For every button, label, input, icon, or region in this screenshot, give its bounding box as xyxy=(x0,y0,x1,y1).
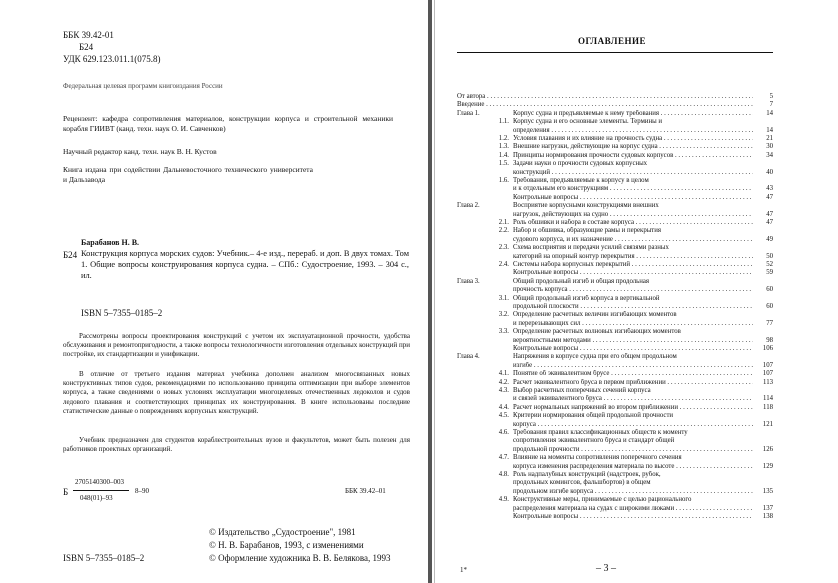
toc-entry-title: Внешние нагрузки, действующие на корпус судна . . . xyxy=(513,143,753,151)
toc-entry-title: Контрольные вопросы . . . xyxy=(513,513,753,521)
toc-entry-title: и к отдельным его конструкциям . . . xyxy=(513,185,753,193)
toc-entry-page: 5 xyxy=(769,93,773,100)
formula-bar xyxy=(73,490,129,491)
toc-entry-title: Набор и обшивка, образующие рамы и перекрытия xyxy=(513,227,662,235)
toc-entry-page: 34 xyxy=(766,151,773,159)
scientific-editor: Научный редактор канд. техн. наук В. Н. Кустов xyxy=(63,147,217,156)
toc-entry-title: Расчет эквивалентного бруса в первом приближении . . . xyxy=(513,379,753,387)
toc-entry-page: 135 xyxy=(762,487,773,495)
toc-entry-page: 43 xyxy=(766,185,773,193)
toc-entry-number: 2.4. xyxy=(498,261,509,268)
toc-entry-title: Условия плавания и их влияние на прочность судна . . . xyxy=(513,135,753,143)
isbn: ISBN 5–7355–0185–2 xyxy=(81,308,163,318)
toc-entry-number: 4.5. xyxy=(498,412,509,420)
toc-entry-title: нагрузок, действующих на судно . . . xyxy=(513,211,753,219)
toc-entry xyxy=(457,337,773,345)
toc-entry-number: 4.2. xyxy=(498,378,509,386)
reviewers: Рецензент: кафедра сопротивления материалов, конструкции корпуса и строительной механики корабля ГИИВТ (канд. техн. наук О. И. Савченков) xyxy=(63,114,393,133)
toc-entry xyxy=(457,429,773,437)
toc-entry-number: 1.5. xyxy=(498,160,509,168)
bbk-bottom: ББК 39.42–01 xyxy=(345,487,386,495)
toc-entry xyxy=(457,135,773,143)
toc-entry-title: Конструктивные меры, принимаемые с целью рационального xyxy=(513,496,692,504)
toc-entry-title: Критерии нормирования общей продольной прочности xyxy=(513,412,674,420)
toc-entry-page: 7 xyxy=(769,101,773,109)
toc-entry xyxy=(457,286,773,294)
toc-entry-page: 113 xyxy=(763,378,773,386)
abstract-paragraph-1: Рассмотрены вопросы проектирования конструкций с учетом их эксплуатационной прочности, удобства обслуживания и ремонтопригодности, а также вопросы технологичности изготовления отдельных конструкций при постройке, их стандартизации и унификации. xyxy=(63,332,410,359)
toc-entry xyxy=(457,345,773,353)
toc-entry xyxy=(457,437,773,445)
toc-entry-page: 40 xyxy=(766,168,773,176)
toc-entry-page: 47 xyxy=(766,193,773,201)
toc-entry-title: Контрольные вопросы . . . xyxy=(513,269,753,277)
toc-entry xyxy=(457,93,773,101)
toc-entry-number: 1.6. xyxy=(498,177,509,184)
toc-entry xyxy=(457,295,773,303)
toc-entry-title: вероятностными методами . . . xyxy=(513,337,753,345)
toc-entry xyxy=(457,202,773,210)
page-number: – 3 – xyxy=(596,563,616,574)
toc-entry xyxy=(457,303,773,311)
toc-entry-title: Схема восприятия и передачи усилий связями разных xyxy=(513,244,669,252)
toc-entry xyxy=(457,505,773,513)
toc-entry-page: 114 xyxy=(763,395,773,403)
bibliographic-record: Конструкция корпуса морских судов: Учебник.– 4-е изд., перераб. и доп. В двух томах. Том 1. Общие вопросы конструирования корпуса судна. – СПб.: Судостроение, 1993. – 304 с., ил. xyxy=(81,249,409,280)
toc-heading: ОГЛАВЛЕНИЕ xyxy=(578,36,646,46)
toc-entry-title: прочность корпуса . . . xyxy=(513,286,753,294)
toc-entry xyxy=(457,496,773,504)
toc-entry xyxy=(457,160,773,168)
author-code-2: Б24 xyxy=(63,250,78,260)
toc-entry-number: 1.2. xyxy=(498,135,509,142)
heading-rule xyxy=(457,52,773,53)
toc-entry-number: Глава 4. xyxy=(457,353,480,361)
toc-entry-title: Роль обшивки и набора в составе корпуса . . . xyxy=(513,219,753,227)
toc-entry-title: Общий продольный изгиб корпуса в вертикальной xyxy=(513,294,660,302)
toc-entry xyxy=(457,244,773,252)
abstract-paragraph-2: В отличие от третьего издания материал учебника дополнен анализом многосвязанных новых конструктивных типов судов, рекомендациями по использованию принципа оптимизации при выборе элементов корпуса, а также сведениями о новых условиях эксплуатации многоцелевых отечественных ледоколов и судов ледового плавания и соответствующих принципах их конструирования. В книге использованы последние статистические данные о повреждениях корпусных конструкций. xyxy=(63,370,410,415)
toc-entry-number: 4.3. xyxy=(498,387,509,394)
toc-entry-title: Роль надпалубных конструкций (надстроек, рубок, xyxy=(513,471,661,478)
toc-entry-page: 98 xyxy=(766,336,773,344)
toc-entry-page: 129 xyxy=(762,462,773,470)
formula-suffix: 8–90 xyxy=(135,487,149,495)
toc-entry-title: категорий на опорный контур перекрытия . . . xyxy=(513,253,753,261)
isbn-bottom: ISBN 5–7355–0185–2 xyxy=(63,553,145,563)
toc-entry-page: 14 xyxy=(766,126,773,134)
toc-entry-page: 77 xyxy=(766,319,773,327)
toc-entry xyxy=(457,446,773,454)
toc-entry-title: сопротивления эквивалентного бруса и стандарт общей xyxy=(513,437,675,445)
toc-entry-title: Корпус судна и предъявляемые к нему требования . . . xyxy=(513,110,753,118)
toc-entry-title: Принципы нормирования прочности судовых корпусов . . . xyxy=(513,152,753,160)
toc-entry-page: 52 xyxy=(766,261,773,268)
toc-entry-page: 138 xyxy=(762,513,773,520)
toc-entry xyxy=(457,143,773,151)
toc-entry-number: Глава 2. xyxy=(457,202,480,210)
toc-entry-number: 3.2. xyxy=(498,311,509,319)
toc-entry-title: судового корпуса, и их назначение . . . xyxy=(513,236,753,244)
toc-entry-number: 3.1. xyxy=(498,294,509,302)
toc-entry-title: Введение . . . xyxy=(457,101,753,109)
udk-code: УДК 629.123.011.1(075.8) xyxy=(63,54,161,64)
toc-entry xyxy=(457,353,773,361)
toc-entry xyxy=(457,269,773,277)
toc-entry-title: Понятие об эквивалентном брусе . . . xyxy=(513,370,753,378)
toc-entry-title: конструкций . . . xyxy=(513,169,753,177)
toc-entry-page: 49 xyxy=(766,235,773,243)
toc-entry-number: 1.1. xyxy=(498,118,509,126)
toc-entry-page: 14 xyxy=(766,109,773,117)
toc-entry-number: Глава 3. xyxy=(457,277,480,285)
toc-entry xyxy=(457,177,773,185)
toc-entry-page: 107 xyxy=(762,361,773,369)
bbk-code: ББК 39.42-01 xyxy=(63,30,114,40)
toc-entry xyxy=(457,454,773,462)
toc-entry-page: 107 xyxy=(762,370,773,378)
author-name: Барабанов Н. В. xyxy=(81,238,140,247)
toc-entry xyxy=(457,152,773,160)
toc-entry-title: Выбор расчетных поперечных сечений корпуса xyxy=(513,387,651,394)
toc-entry xyxy=(457,395,773,403)
toc-entry-title: Расчет нормальных напряжений во втором приближении . . . xyxy=(513,404,753,412)
toc-entry xyxy=(457,513,773,521)
toc-entry xyxy=(457,236,773,244)
toc-entry-title: продольной плоскости . . . xyxy=(513,303,753,311)
toc-entry-number: 4.1. xyxy=(498,370,509,378)
toc-entry xyxy=(457,421,773,429)
toc-entry-page: 106 xyxy=(762,345,773,352)
toc-entry-page: 60 xyxy=(766,303,773,310)
toc-entry-page: 47 xyxy=(766,219,773,226)
toc-entry xyxy=(457,185,773,193)
toc-entry xyxy=(457,328,773,336)
toc-entry xyxy=(457,110,773,118)
toc-entry-number: 4.6. xyxy=(498,429,509,436)
toc-entry xyxy=(457,320,773,328)
toc-entry xyxy=(457,219,773,227)
toc-entry xyxy=(457,379,773,387)
toc-entry-number: 4.7. xyxy=(498,454,509,462)
toc-entry-number: 1.3. xyxy=(498,143,509,151)
toc-entry-page: 50 xyxy=(766,252,773,260)
toc-entry xyxy=(457,311,773,319)
toc-entry-number: 4.8. xyxy=(498,471,509,478)
toc-entry-title: изгибе . . . xyxy=(513,362,753,370)
toc-entry xyxy=(457,194,773,202)
toc-entry-title: Системы набора корпусных перекрытий . . . xyxy=(513,261,753,269)
toc-entry-title: продольной прочности . . . xyxy=(513,446,753,454)
toc-entry xyxy=(457,463,773,471)
toc-entry-title: корпуса . . . xyxy=(513,421,753,429)
toc-entry xyxy=(457,370,773,378)
toc-entry-number: 4.4. xyxy=(498,403,509,411)
toc-entry-page: 121 xyxy=(762,420,773,428)
toc-entry xyxy=(457,169,773,177)
toc-entry-number: 1.4. xyxy=(498,151,509,159)
toc-entry-page: 59 xyxy=(766,269,773,277)
toc-entry xyxy=(457,211,773,219)
publisher-note: Книга издана при содействии Дальневосточного технического университета и Дальзавода xyxy=(63,165,313,184)
copyright-publisher: © Издательство „Судостроение", 1981 xyxy=(209,527,356,537)
formula-denominator: 048(01)–93 xyxy=(80,494,113,502)
toc-entry-title: определения . . . xyxy=(513,127,753,135)
toc-entry-title: Контрольные вопросы . . . xyxy=(513,345,753,353)
toc-entry-page: 30 xyxy=(766,143,773,151)
toc-entry-title: От автора . . . xyxy=(457,93,753,101)
author-code: Б24 xyxy=(79,42,94,52)
toc-entry-number: 2.2. xyxy=(498,227,509,235)
toc-entry-number: 3.3. xyxy=(498,328,509,336)
copyright-author: © Н. В. Барабанов, 1993, с изменениями xyxy=(209,540,364,550)
toc-entry-title: продольных комингсов, фальшбортов) в общем xyxy=(513,479,651,487)
toc-entry xyxy=(457,261,773,269)
toc-entry-number: 2.1. xyxy=(498,219,509,226)
toc-entry xyxy=(457,471,773,479)
toc-entry-page: 126 xyxy=(762,445,773,453)
toc-entry-title: Определение расчетных величин изгибающих моментов xyxy=(513,311,677,319)
signature-mark: 1* xyxy=(460,566,467,574)
toc-entry xyxy=(457,488,773,496)
toc-entry xyxy=(457,412,773,420)
toc-entry xyxy=(457,362,773,370)
toc-entry-page: 21 xyxy=(766,135,773,142)
toc-entry-title: продольном изгибе корпуса . . . xyxy=(513,488,753,496)
copyright-design: © Оформление художника В. В. Белякова, 1993 xyxy=(209,553,391,563)
toc-entry-number: 2.3. xyxy=(498,244,509,252)
toc-entry-title: и связей эквивалентного бруса . . . xyxy=(513,395,753,403)
toc-entry-page: 137 xyxy=(762,504,773,512)
toc-entry-page: 118 xyxy=(763,403,773,411)
formula-numerator: 2705140300–003 xyxy=(75,478,124,486)
toc-entry-title: Напряжения в корпусе судна при его общем продольном xyxy=(513,353,677,361)
toc-entry-number: Глава 1. xyxy=(457,109,480,117)
toc-entry-title: Определение расчетных волновых изгибающих моментов xyxy=(513,328,681,336)
toc-entry xyxy=(457,278,773,286)
toc-entry-title: и перерезывающих сил . . . xyxy=(513,320,753,328)
toc-entry xyxy=(457,404,773,412)
toc-entry-title: Общий продольный изгиб и общая продольная xyxy=(513,277,650,285)
toc-entry-title: корпуса изменения распределения материала по высоте . . . xyxy=(513,463,753,471)
toc-entry-number: 4.9. xyxy=(498,496,509,504)
abstract-paragraph-3: Учебник предназначен для студентов кораблестроительных вузов и факультетов, может быть полезен для работников проектных организаций. xyxy=(63,436,410,454)
toc-entry-title: Восприятие корпусными конструкциями внешних xyxy=(513,202,659,210)
toc-entry xyxy=(457,118,773,126)
toc-entry-title: распределения материала на судах с широкими люками . . . xyxy=(513,505,753,513)
toc-entry-title: Влияние на моменты сопротивления поперечного сечения xyxy=(513,454,682,462)
toc-entry xyxy=(457,127,773,135)
table-of-contents xyxy=(457,93,773,563)
toc-entry-title: Задачи науки о прочности судовых корпусных xyxy=(513,160,648,168)
formula-letter: Б xyxy=(63,487,69,497)
book-gutter-shadow xyxy=(434,0,435,583)
toc-entry-title: Требования, предъявляемые к корпусу в целом xyxy=(513,177,649,184)
toc-entry xyxy=(457,253,773,261)
toc-entry-page: 47 xyxy=(766,210,773,218)
toc-entry-page: 60 xyxy=(766,286,773,294)
toc-entry xyxy=(457,101,773,109)
toc-entry xyxy=(457,227,773,235)
toc-entry xyxy=(457,387,773,395)
toc-entry-title: Корпус судна и его основные элементы. Термины и xyxy=(513,118,663,126)
toc-entry xyxy=(457,479,773,487)
toc-entry-title: Контрольные вопросы . . . xyxy=(513,194,753,202)
program-line: Федеральная целевая программ книгоиздания России xyxy=(63,82,223,90)
toc-entry-title: Требования правил классификационных обществ к моменту xyxy=(513,429,688,436)
